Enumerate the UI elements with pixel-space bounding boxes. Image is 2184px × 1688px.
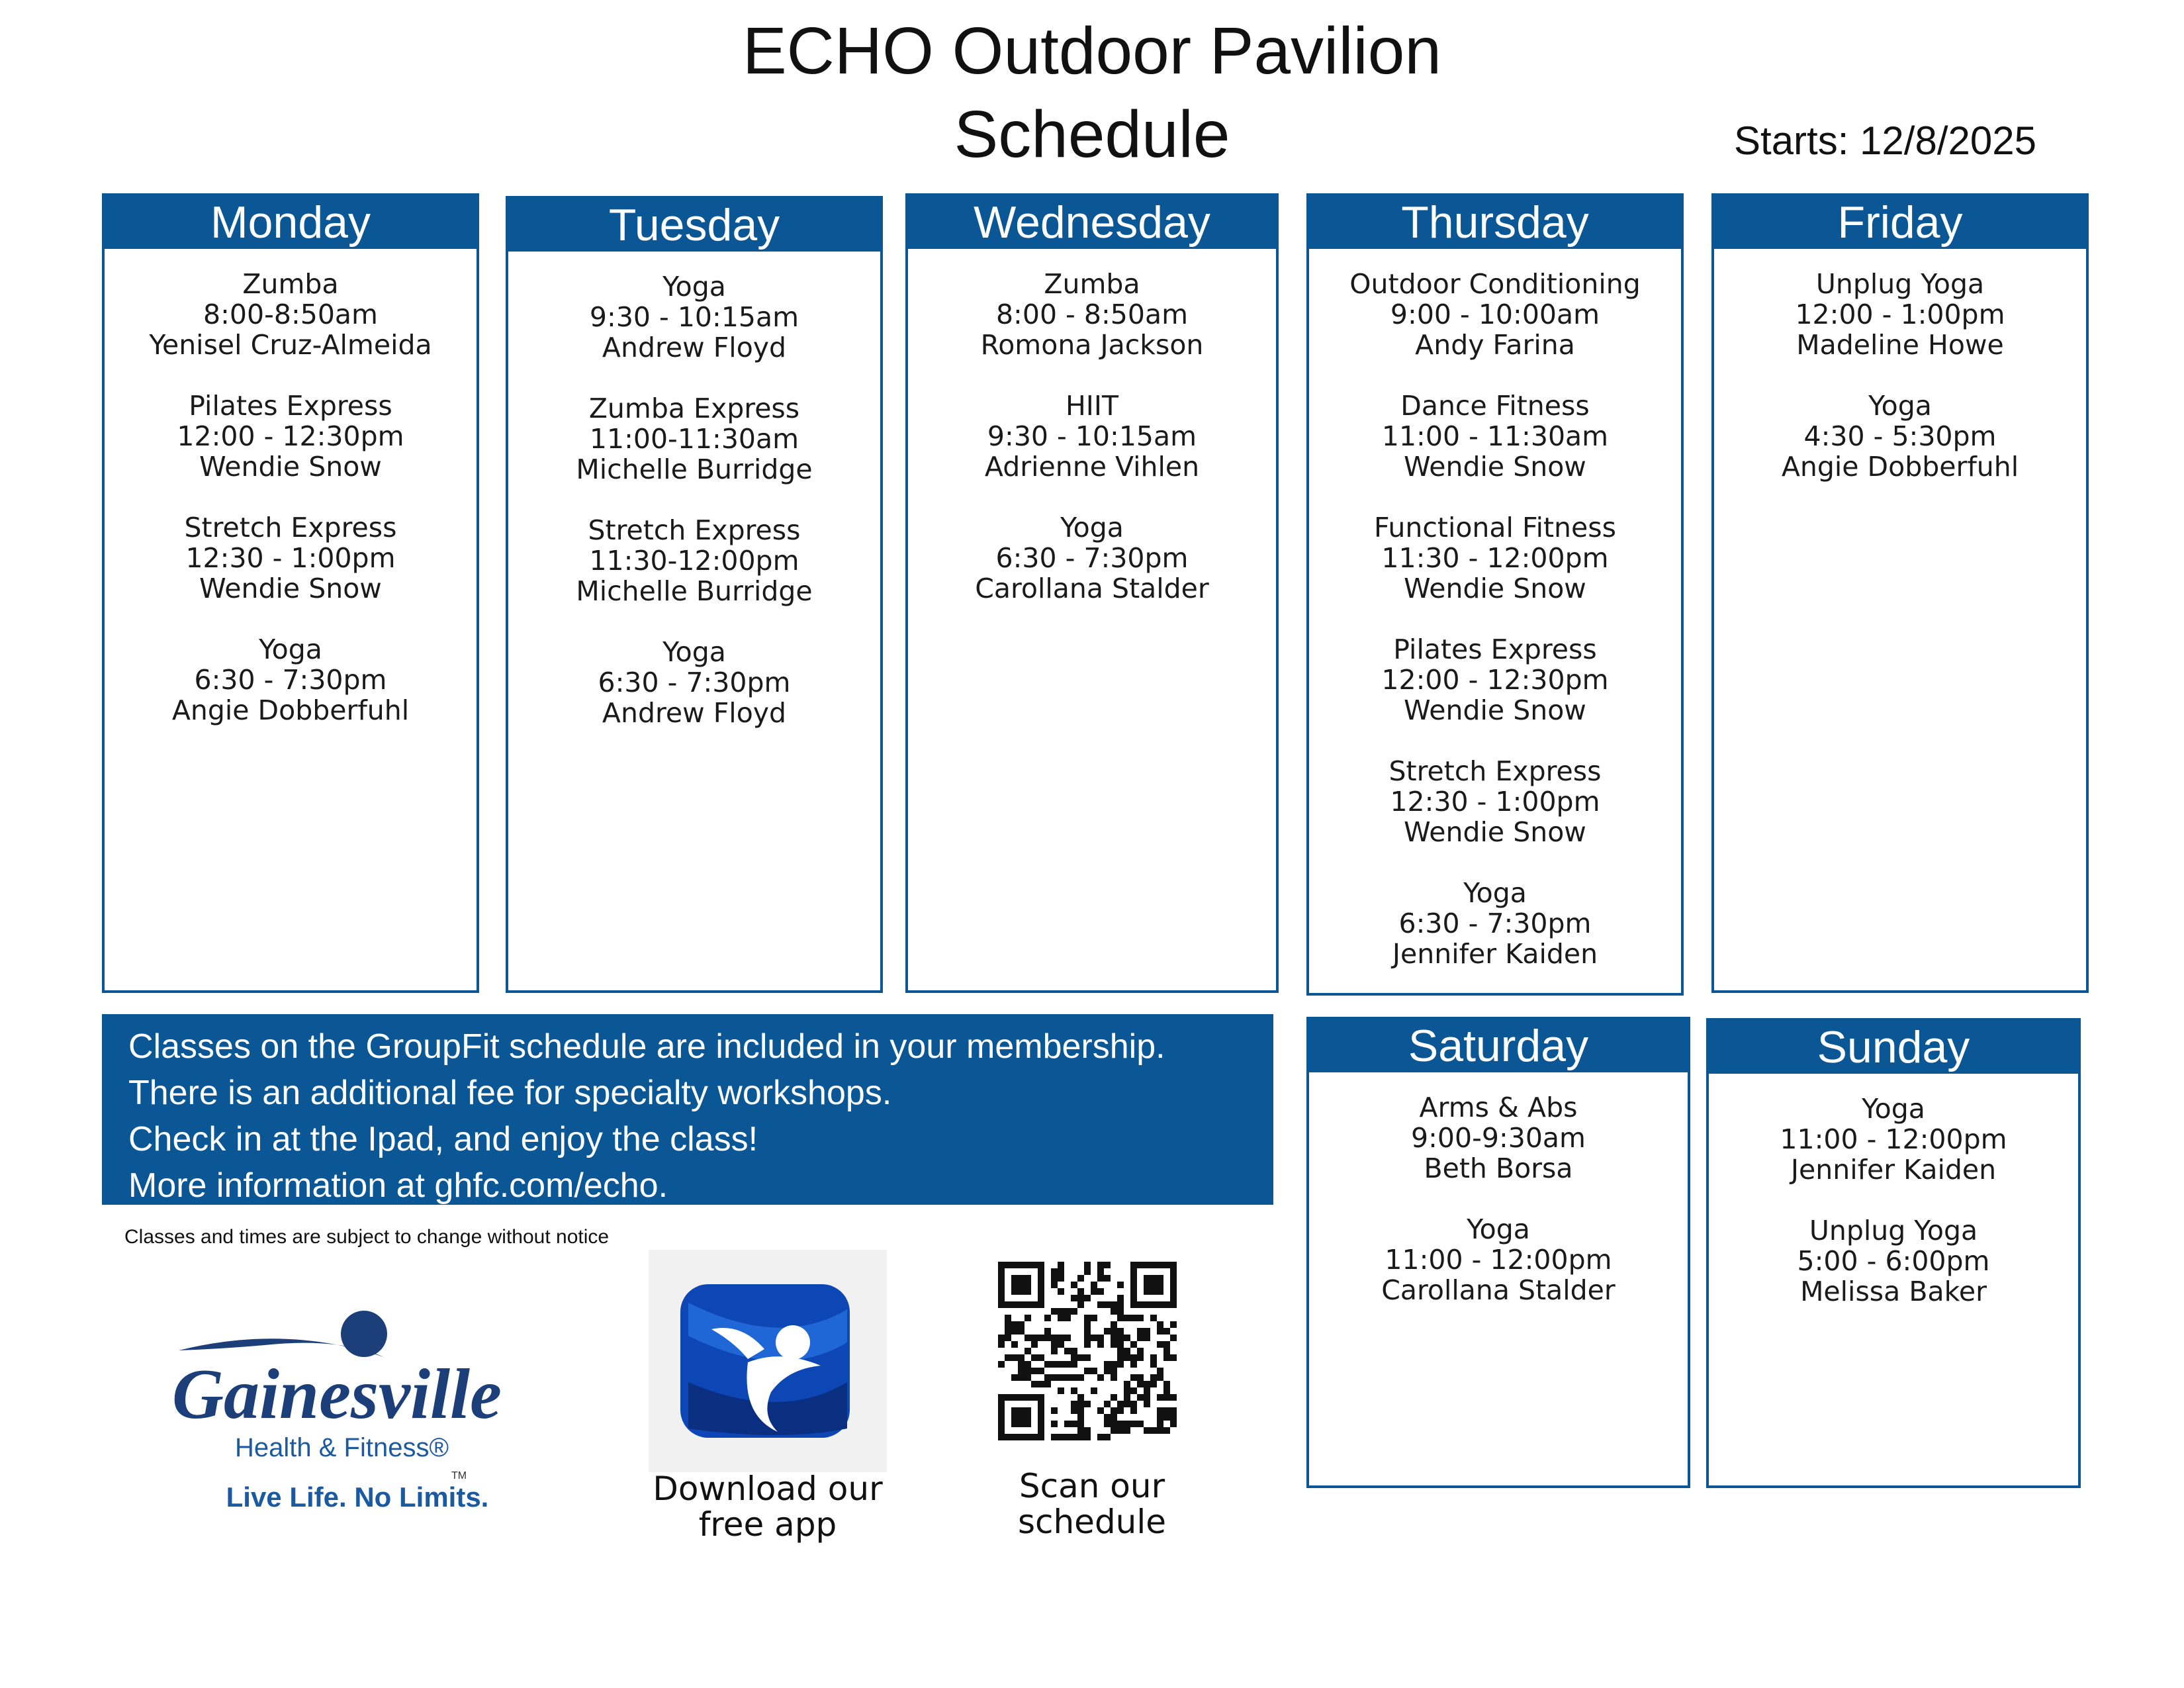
class-entry [908, 269, 1276, 360]
class-time: 11:30 - 12:00pm [1381, 542, 1609, 574]
class-name: HIIT [1065, 390, 1119, 422]
class-instructor: Carollana Stalder [975, 573, 1209, 604]
class-entry [105, 269, 477, 360]
class-instructor: Adrienne Vihlen [984, 451, 1200, 483]
class-name: Yoga [1862, 1093, 1925, 1125]
class-time: 11:00 - 12:00pm [1780, 1123, 2007, 1155]
class-instructor: Andrew Floyd [602, 332, 787, 363]
class-entry [1709, 1215, 2078, 1307]
day-classes [105, 249, 477, 726]
day-header: Sunday [1709, 1021, 2078, 1074]
class-name: Pilates Express [1393, 633, 1597, 665]
app-icon-tile[interactable] [649, 1250, 887, 1472]
day-card-wednesday [905, 193, 1279, 993]
app-caption-line: free app [698, 1505, 837, 1544]
class-name: Arms & Abs [1419, 1092, 1578, 1123]
class-time: 9:30 - 10:15am [589, 301, 799, 333]
class-instructor: Michelle Burridge [576, 575, 813, 607]
class-entry [508, 393, 880, 485]
class-entry [1309, 1092, 1688, 1184]
start-date: Starts: 12/8/2025 [1734, 118, 2036, 163]
change-notice: Classes and times are subject to change without notice [124, 1226, 610, 1248]
class-instructor: Beth Borsa [1424, 1152, 1573, 1184]
class-name: Zumba Express [588, 393, 800, 424]
class-time: 6:30 - 7:30pm [1398, 908, 1592, 939]
class-name: Stretch Express [184, 512, 397, 543]
class-name: Stretch Express [588, 514, 801, 546]
class-instructor: Wendie Snow [1404, 451, 1586, 483]
class-entry [508, 515, 880, 606]
class-time: 9:00 - 10:00am [1390, 299, 1600, 330]
qr-caption-line: schedule [1017, 1503, 1167, 1541]
class-entry [1309, 391, 1681, 482]
class-time: 9:30 - 10:15am [987, 420, 1197, 452]
day-header: Thursday [1309, 196, 1681, 249]
page-title: ECHO Outdoor Pavilion [742, 14, 1441, 88]
logo-wordmark: Gainesville [172, 1355, 502, 1434]
class-instructor: Andy Farina [1415, 329, 1575, 361]
day-card-saturday [1306, 1017, 1690, 1488]
class-instructor: Romona Jackson [980, 329, 1204, 361]
day-card-monday [102, 193, 479, 993]
class-name: Unplug Yoga [1809, 1215, 1978, 1246]
class-name: Yoga [1868, 390, 1932, 422]
class-entry [105, 391, 477, 482]
class-instructor: Wendie Snow [199, 573, 382, 604]
class-time: 8:00-8:50am [203, 299, 378, 330]
class-name: Stretch Express [1388, 755, 1602, 787]
day-classes [1309, 249, 1681, 969]
info-line: Classes on the GroupFit schedule are included in your membership. [128, 1027, 1165, 1066]
class-entry [908, 512, 1276, 604]
class-entry [1309, 634, 1681, 726]
membership-info-box [102, 1014, 1273, 1205]
class-instructor: Wendie Snow [1404, 573, 1586, 604]
info-line: More information at ghfc.com/echo. [128, 1166, 668, 1205]
day-card-sunday [1706, 1018, 2081, 1488]
class-instructor: Angie Dobberfuhl [1781, 451, 2019, 483]
day-classes [508, 252, 880, 728]
class-name: Yoga [662, 636, 726, 668]
app-caption [615, 1471, 920, 1542]
day-classes [908, 249, 1276, 604]
class-time: 5:00 - 6:00pm [1797, 1245, 1990, 1277]
class-time: 6:30 - 7:30pm [995, 542, 1189, 574]
day-header: Monday [105, 196, 477, 249]
class-instructor: Wendie Snow [199, 451, 382, 483]
class-time: 6:30 - 7:30pm [194, 664, 387, 696]
class-instructor: Yenisel Cruz-Almeida [149, 329, 432, 361]
day-card-tuesday [506, 196, 883, 993]
class-time: 12:00 - 1:00pm [1795, 299, 2005, 330]
logo-tm: TM [451, 1470, 467, 1481]
day-classes [1709, 1074, 2078, 1307]
class-time: 12:00 - 12:30pm [177, 420, 404, 452]
class-time: 11:00 - 12:00pm [1385, 1244, 1612, 1276]
class-entry [105, 512, 477, 604]
class-name: Unplug Yoga [1815, 268, 1985, 300]
info-line: Check in at the Ipad, and enjoy the class! [128, 1120, 758, 1158]
day-header: Tuesday [508, 199, 880, 252]
class-entry [1709, 1094, 2078, 1185]
class-instructor: Michelle Burridge [576, 453, 813, 485]
class-instructor: Wendie Snow [1404, 694, 1586, 726]
day-header: Saturday [1309, 1019, 1688, 1072]
class-name: Zumba [1044, 268, 1140, 300]
day-card-friday [1711, 193, 2089, 993]
class-instructor: Angie Dobberfuhl [171, 694, 410, 726]
qr-caption-line: Scan our [1019, 1467, 1165, 1505]
day-classes [1309, 1072, 1688, 1305]
day-header: Friday [1714, 196, 2086, 249]
class-time: 4:30 - 5:30pm [1803, 420, 1997, 452]
class-name: Yoga [1467, 1213, 1530, 1245]
class-instructor: Jennifer Kaiden [1392, 938, 1598, 970]
class-instructor: Melissa Baker [1800, 1276, 1987, 1307]
class-entry [908, 391, 1276, 482]
class-name: Yoga [1060, 512, 1124, 543]
class-instructor: Carollana Stalder [1381, 1274, 1615, 1306]
day-classes [1714, 249, 2086, 482]
class-time: 6:30 - 7:30pm [598, 667, 791, 698]
class-name: Yoga [1463, 877, 1527, 909]
class-entry [1714, 391, 2086, 482]
logo-tagline: Live Life. No Limits. [226, 1481, 489, 1513]
class-instructor: Wendie Snow [1404, 816, 1586, 848]
class-entry [508, 637, 880, 728]
class-time: 8:00 - 8:50am [995, 299, 1189, 330]
class-entry [508, 271, 880, 363]
app-caption-line: Download our [653, 1470, 883, 1508]
class-time: 11:30-12:00pm [589, 545, 799, 577]
class-entry [1309, 512, 1681, 604]
class-name: Dance Fitness [1400, 390, 1590, 422]
class-name: Yoga [259, 633, 322, 665]
class-instructor: Madeline Howe [1796, 329, 2004, 361]
class-instructor: Andrew Floyd [602, 697, 787, 729]
class-entry [1309, 269, 1681, 360]
class-entry [1309, 756, 1681, 847]
class-time: 11:00 - 11:30am [1381, 420, 1609, 452]
class-entry [1309, 878, 1681, 969]
class-time: 12:30 - 1:00pm [185, 542, 396, 574]
class-entry [105, 634, 477, 726]
class-name: Functional Fitness [1374, 512, 1616, 543]
app-icon [649, 1250, 887, 1472]
class-time: 12:30 - 1:00pm [1390, 786, 1600, 818]
class-entry [1714, 269, 2086, 360]
class-name: Yoga [662, 271, 726, 303]
class-name: Pilates Express [189, 390, 392, 422]
class-time: 11:00-11:30am [589, 423, 799, 455]
day-card-thursday [1306, 193, 1684, 996]
class-instructor: Jennifer Kaiden [1790, 1154, 1997, 1186]
page-subtitle: Schedule [954, 97, 1230, 171]
class-name: Outdoor Conditioning [1349, 268, 1641, 300]
qr-code-icon[interactable] [998, 1262, 1177, 1440]
class-time: 12:00 - 12:30pm [1381, 664, 1609, 696]
day-header: Wednesday [908, 196, 1276, 249]
class-name: Zumba [242, 268, 339, 300]
class-time: 9:00-9:30am [1411, 1122, 1586, 1154]
qr-caption [960, 1468, 1224, 1540]
logo-figure-head [341, 1311, 387, 1357]
info-line: There is an additional fee for specialty workshops. [128, 1074, 892, 1112]
class-entry [1309, 1214, 1688, 1305]
logo-subline: Health & Fitness® [235, 1433, 449, 1462]
